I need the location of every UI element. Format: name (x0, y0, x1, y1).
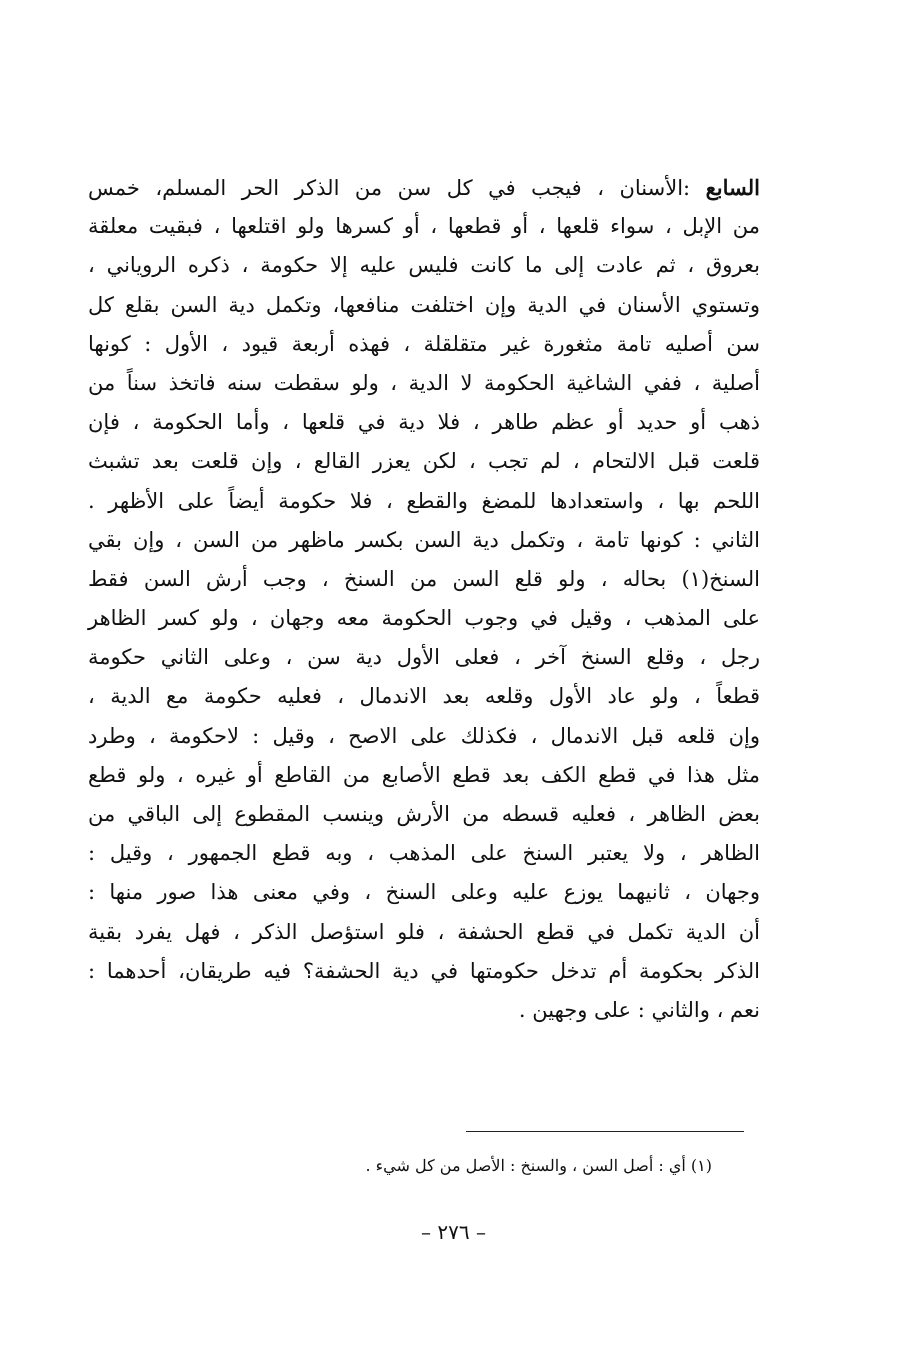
text-line: وجهان ، ثانيهما يوزع عليه وعلى السنخ ، وفي معنى هذا صور منها : (88, 880, 760, 905)
main-text-block (88, 168, 760, 1030)
text-line: سن أصليه تامة مثغورة غير متقلقلة ، فهذه أربعة قيود ، الأول : كونها (88, 331, 760, 356)
text-line: أن الدية تكمل في قطع الحشفة ، فلو استؤصل الذكر ، فهل يفرد بقية (88, 919, 760, 944)
footnote: (١) أي : أصل السن ، والسنخ : الأصل من كل شيء . (365, 1156, 712, 1175)
text-line (88, 168, 760, 207)
section-heading-word: السابع (705, 175, 760, 200)
text-line: من الإبل ، سواء قلعها ، أو قطعها ، أو كسرها ولو اقتلعها ، فبقيت معلقة (88, 214, 760, 239)
text-line: اللحم بها ، واستعدادها للمضغ والقطع ، فلا حكومة أيضاً على الأظهر . (88, 488, 760, 513)
page-number (0, 1220, 907, 1244)
text-line-with-footnote-ref: السنخ(١) بحاله ، ولو قلع السن من السنخ ، وجب أرش السن فقط (88, 566, 760, 591)
text-line: الثاني : كونها تامة ، وتكمل دية السن بكسر ماظهر من السن ، وإن بقي (88, 527, 760, 552)
text-line: ذهب أو حديد أو عظم طاهر ، فلا دية في قلعها ، وأما الحكومة ، فإن (88, 410, 760, 435)
text-line: الظاهر ، ولا يعتبر السنخ على المذهب ، وبه قطع الجمهور ، وقيل : (88, 841, 760, 866)
text-line: أصلية ، ففي الشاغية الحكومة لا الدية ، ولو سقطت سنه فاتخذ سناً من (88, 370, 760, 395)
text-line: مثل هذا في قطع الكف بعد قطع الأصابع من القاطع أو غيره ، ولو قطع (88, 762, 760, 787)
text-line: وإن قلعه قبل الاندمال ، فكذلك على الاصح ، وقيل : لاحكومة ، وطرد (88, 723, 760, 748)
text-line: بعض الظاهر ، فعليه قسطه من الأرش وينسب المقطوع إلى الباقي من (88, 802, 760, 826)
text-line: على المذهب ، وقيل في وجوب الحكومة معه وجهان ، ولو كسر الظاهر (88, 606, 760, 631)
footnote-divider (466, 1131, 744, 1132)
text-line: رجل ، وقلع السنخ آخر ، فعلى الأول دية سن ، وعلى الثاني حكومة (88, 645, 760, 670)
text-line: بعروق ، ثم عادت إلى ما كانت فليس عليه إلا حكومة ، ذكره الروياني ، (88, 253, 760, 278)
text-line: وتستوي الأسنان في الدية وإن اختلفت منافعها، وتكمل دية السن بقلع كل (88, 292, 760, 317)
text-line: قلعت قبل الالتحام ، لم تجب ، لكن يعزر القالع ، وإن قلعت بعد تشبث (88, 449, 760, 474)
page-number-text: – ٢٧٦ – (421, 1220, 486, 1244)
text-line: الذكر بحكومة أم تدخل حكومتها في دية الحشفة؟ فيه طريقان، أحدهما : (88, 958, 760, 983)
text-line-content: :الأسنان ، فيجب في كل سن من الذكر الحر المسلم، خمس (88, 176, 706, 200)
text-line: قطعاً ، ولو عاد الأول وقلعه بعد الاندمال ، فعليه حكومة مع الدية ، (88, 684, 760, 709)
text-line-last: نعم ، والثاني : على وجهين . (518, 997, 760, 1022)
